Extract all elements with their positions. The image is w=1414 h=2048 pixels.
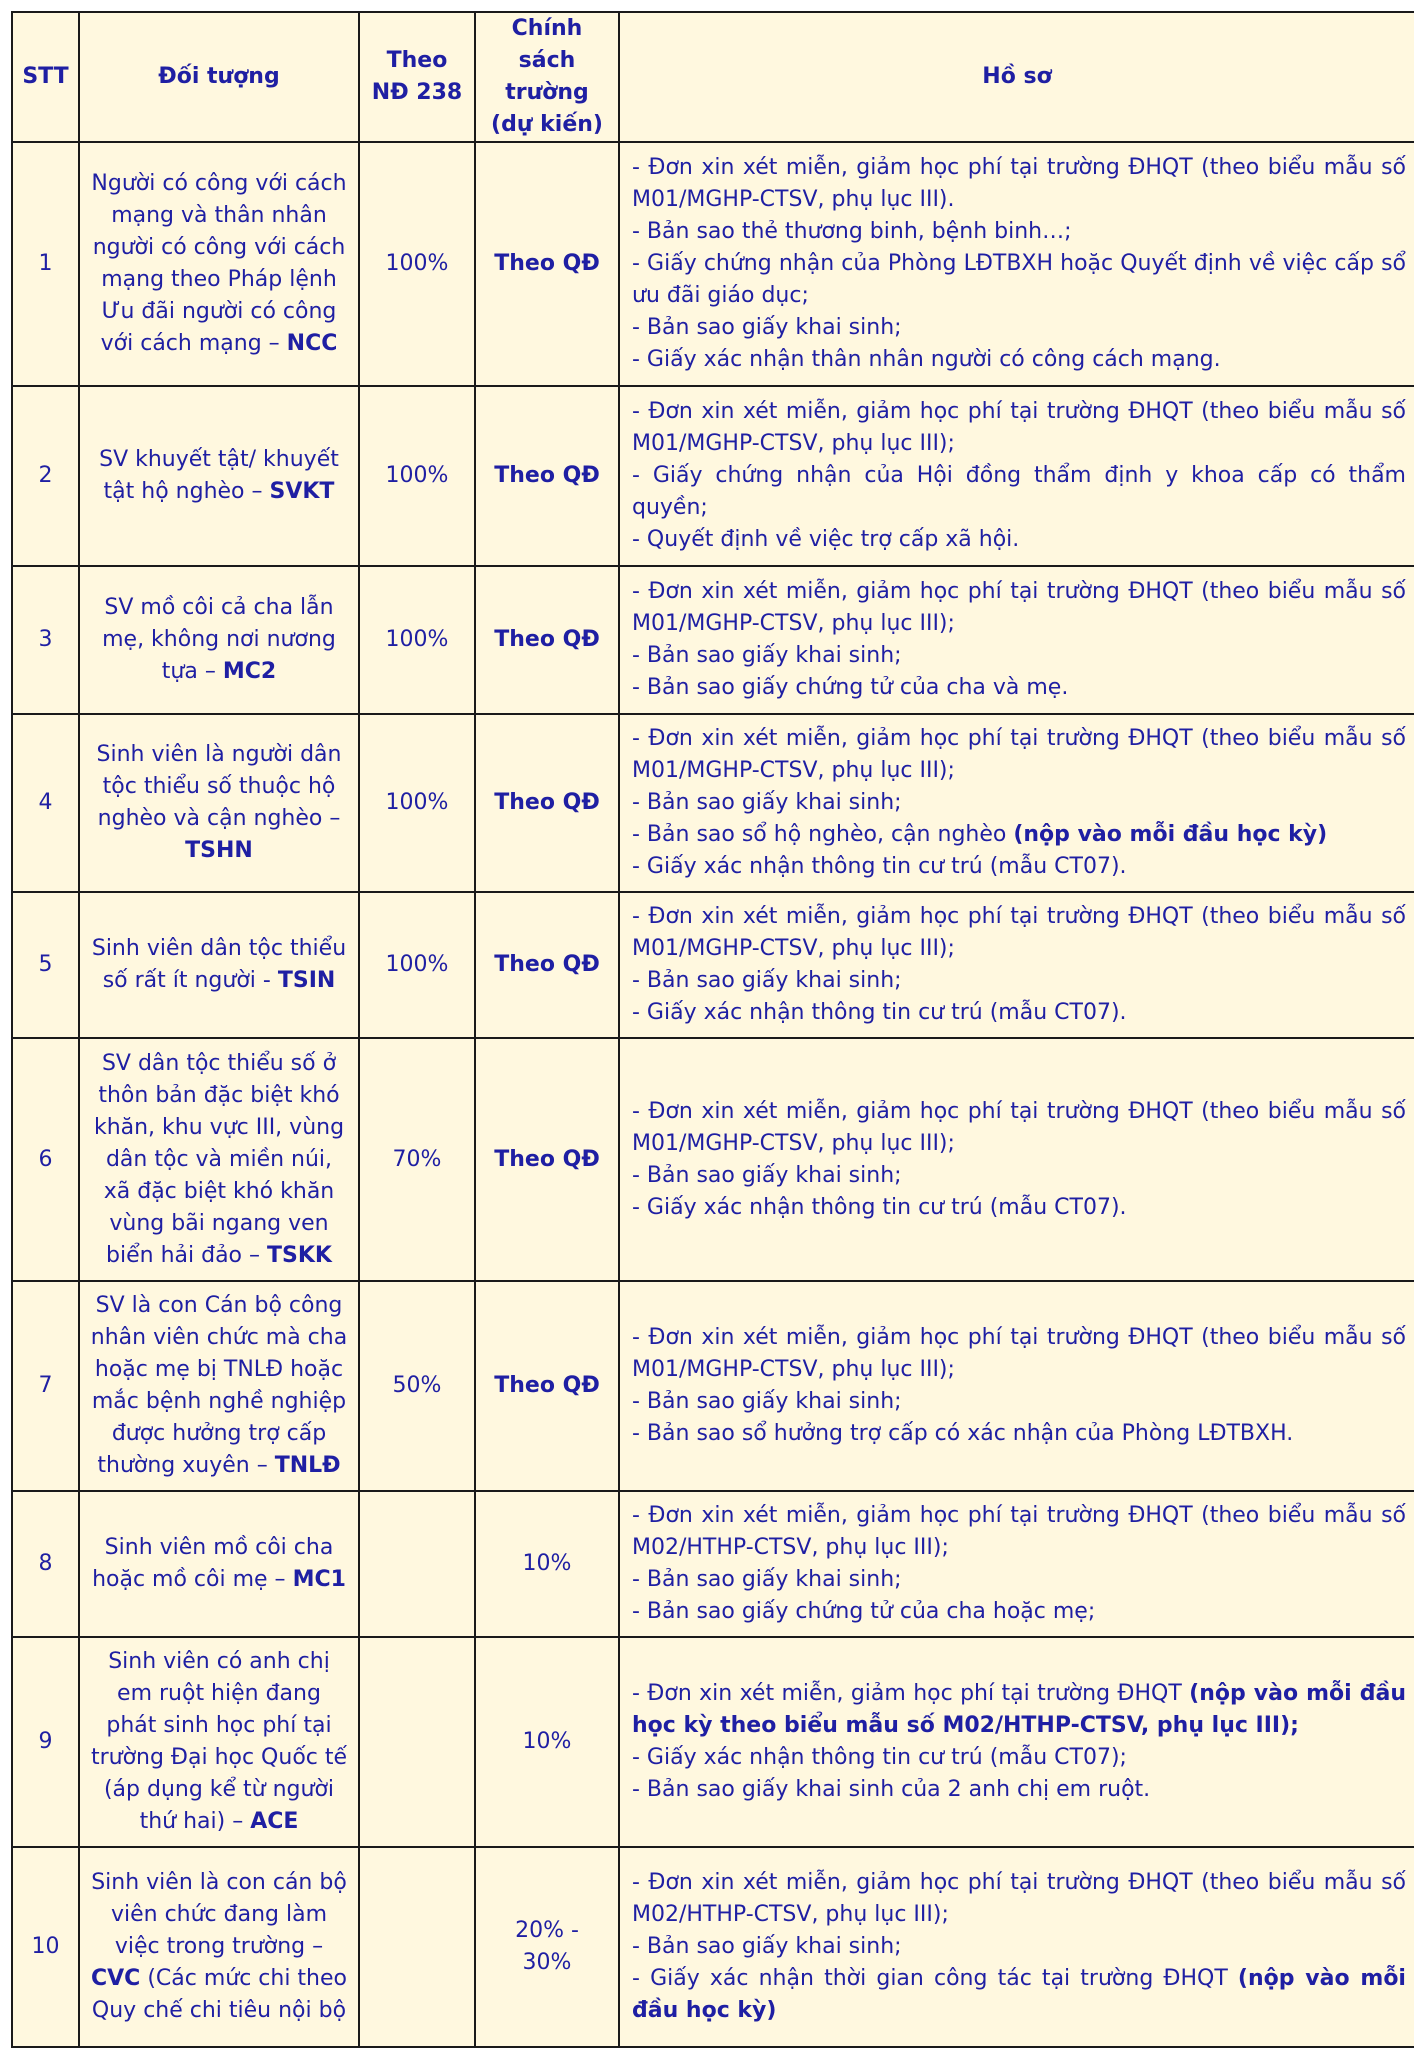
documents-cell: [619, 566, 1414, 714]
table-row: [12, 1491, 1414, 1637]
table-row: [12, 386, 1414, 566]
document-item: - Đơn xin xét miễn, giảm học phí tại trường ĐHQT (theo biểu mẫu số M01/MGHP-CTSV, phụ lục III).: [632, 155, 1406, 212]
table-row: [12, 566, 1414, 714]
submission-note: (nộp vào mỗi đầu học kỳ): [1013, 822, 1328, 847]
object-cell: Người có công với cách mạng và thân nhân người có công với cách mạng theo Pháp lệnh Ưu đãi người có công với cách mạng – NCC: [79, 142, 359, 386]
object-code: TSHN: [185, 838, 253, 863]
document-item: - Bản sao giấy khai sinh;: [632, 1934, 902, 1959]
document-item: - Giấy xác nhận thời gian công tác tại trường ĐHQT (nộp vào mỗi đầu học kỳ): [632, 1966, 1406, 2023]
policy-cell: Theo QĐ: [475, 1038, 619, 1281]
documents-cell: [619, 1038, 1414, 1281]
decree-cell: [359, 1847, 475, 2047]
documents-cell: [619, 1637, 1414, 1847]
documents-cell: [619, 892, 1414, 1038]
policy-cell: Theo QĐ: [475, 142, 619, 386]
document-item: - Bản sao thẻ thương binh, bệnh binh…;: [632, 219, 1072, 244]
object-code: TNLĐ: [274, 1453, 341, 1478]
header-documents: Hồ sơ: [619, 12, 1414, 142]
document-item: - Giấy chứng nhận của Hội đồng thẩm định y khoa cấp có thẩm quyền;: [632, 463, 1406, 520]
document-item: - Đơn xin xét miễn, giảm học phí tại trường ĐHQT (theo biểu mẫu số M01/MGHP-CTSV, phụ lục III);: [632, 904, 1406, 961]
object-cell: Sinh viên dân tộc thiểu số rất ít người - TSIN: [79, 892, 359, 1038]
document-item: - Bản sao giấy chứng tử của cha hoặc mẹ;: [632, 1599, 1096, 1624]
object-code: ACE: [250, 1809, 299, 1834]
header-row: [12, 12, 1414, 142]
document-item: - Đơn xin xét miễn, giảm học phí tại trường ĐHQT (theo biểu mẫu số M02/HTHP-CTSV, phụ lục III);: [632, 1870, 1406, 1927]
policy-cell: Theo QĐ: [475, 1281, 619, 1491]
stt-cell: 5: [12, 892, 79, 1038]
document-item: - Đơn xin xét miễn, giảm học phí tại trường ĐHQT (nộp vào mỗi đầu học kỳ theo biểu mẫu số M02/HTHP-CTSV, phụ lục III);: [632, 1681, 1406, 1738]
object-cell: SV mồ côi cả cha lẫn mẹ, không nơi nương tựa – MC2: [79, 566, 359, 714]
object-cell: Sinh viên có anh chị em ruột hiện đang phát sinh học phí tại trường Đại học Quốc tế (áp dụng kể từ người thứ hai) – ACE: [79, 1637, 359, 1847]
header-object: Đối tượng: [79, 12, 359, 142]
decree-cell: 100%: [359, 142, 475, 386]
documents-cell: [619, 1491, 1414, 1637]
document-item: - Đơn xin xét miễn, giảm học phí tại trường ĐHQT (theo biểu mẫu số M01/MGHP-CTSV, phụ lục III);: [632, 1325, 1406, 1382]
stt-cell: 8: [12, 1491, 79, 1637]
documents-cell: [619, 1281, 1414, 1491]
decree-cell: 100%: [359, 386, 475, 566]
table-row: [12, 1038, 1414, 1281]
object-cell: Sinh viên là con cán bộ viên chức đang làm việc trong trường – CVC (Các mức chi theo Quy chế chi tiêu nội bộ: [79, 1847, 359, 2047]
object-cell: SV là con Cán bộ công nhân viên chức mà cha hoặc mẹ bị TNLĐ hoặc mắc bệnh nghề nghiệp được hưởng trợ cấp thường xuyên – TNLĐ: [79, 1281, 359, 1491]
decree-cell: 50%: [359, 1281, 475, 1491]
stt-cell: 6: [12, 1038, 79, 1281]
document-item: - Bản sao sổ hưởng trợ cấp có xác nhận của Phòng LĐTBXH.: [632, 1421, 1294, 1446]
document-item: - Bản sao giấy chứng tử của cha và mẹ.: [632, 675, 1069, 700]
object-code: SVKT: [269, 479, 335, 504]
object-code: MC2: [222, 659, 277, 684]
decree-cell: 100%: [359, 714, 475, 892]
table-row: [12, 714, 1414, 892]
document-item: - Giấy xác nhận thông tin cư trú (mẫu CT07);: [632, 1745, 1127, 1770]
policy-cell: Theo QĐ: [475, 892, 619, 1038]
table-row: [12, 1637, 1414, 1847]
object-cell: Sinh viên là người dân tộc thiểu số thuộc hộ nghèo và cận nghèo – TSHN: [79, 714, 359, 892]
document-item: - Bản sao giấy khai sinh;: [632, 1389, 902, 1414]
decree-cell: 100%: [359, 566, 475, 714]
document-item: - Đơn xin xét miễn, giảm học phí tại trường ĐHQT (theo biểu mẫu số M01/MGHP-CTSV, phụ lục III);: [632, 1098, 1406, 1156]
policy-cell: 10%: [475, 1491, 619, 1637]
policy-cell: Theo QĐ: [475, 714, 619, 892]
document-item: - Bản sao giấy khai sinh;: [632, 790, 902, 815]
document-item: - Bản sao giấy khai sinh;: [632, 1162, 902, 1188]
document-item: - Quyết định về việc trợ cấp xã hội.: [632, 527, 1020, 552]
object-code: CVC: [90, 1966, 141, 1991]
document-item: - Đơn xin xét miễn, giảm học phí tại trường ĐHQT (theo biểu mẫu số M01/MGHP-CTSV, phụ lục III);: [632, 579, 1406, 636]
object-cell: Sinh viên mồ côi cha hoặc mồ côi mẹ – MC1: [79, 1491, 359, 1637]
documents-cell: [619, 386, 1414, 566]
fee-exemption-table: [11, 11, 1414, 2048]
document-item: - Giấy xác nhận thông tin cư trú (mẫu CT07).: [632, 1194, 1127, 1220]
table-row: [12, 1847, 1414, 2047]
document-item: - Bản sao giấy khai sinh;: [632, 1567, 902, 1592]
table-row: [12, 892, 1414, 1038]
document-item: - Giấy xác nhận thông tin cư trú (mẫu CT07).: [632, 1000, 1127, 1025]
header-policy: Chính sách trường (dự kiến): [475, 12, 619, 142]
document-item: - Đơn xin xét miễn, giảm học phí tại trường ĐHQT (theo biểu mẫu số M01/MGHP-CTSV, phụ lục III);: [632, 399, 1406, 456]
table-row: [12, 1281, 1414, 1491]
stt-cell: 1: [12, 142, 79, 386]
submission-note: (nộp vào mỗi đầu học kỳ theo biểu mẫu số M02/HTHP-CTSV, phụ lục III);: [632, 1681, 1406, 1738]
document-item: - Bản sao giấy khai sinh của 2 anh chị em ruột.: [632, 1777, 1151, 1802]
decree-cell: 100%: [359, 892, 475, 1038]
stt-cell: 3: [12, 566, 79, 714]
document-item: - Bản sao giấy khai sinh;: [632, 643, 902, 668]
object-code: TSKK: [267, 1242, 332, 1268]
stt-cell: 2: [12, 386, 79, 566]
stt-cell: 9: [12, 1637, 79, 1847]
object-code: NCC: [286, 331, 338, 356]
policy-cell: 20% - 30%: [475, 1847, 619, 2047]
policy-cell: Theo QĐ: [475, 566, 619, 714]
policy-cell: 10%: [475, 1637, 619, 1847]
document-item: - Bản sao sổ hộ nghèo, cận nghèo (nộp vào mỗi đầu học kỳ): [632, 822, 1328, 847]
table-row: [12, 142, 1414, 386]
header-decree: Theo NĐ 238: [359, 12, 475, 142]
document-item: - Bản sao giấy khai sinh;: [632, 968, 902, 993]
decree-cell: 70%: [359, 1038, 475, 1281]
documents-cell: [619, 1847, 1414, 2047]
stt-cell: 4: [12, 714, 79, 892]
document-item: - Bản sao giấy khai sinh;: [632, 315, 902, 340]
document-item: - Đơn xin xét miễn, giảm học phí tại trường ĐHQT (theo biểu mẫu số M01/MGHP-CTSV, phụ lục III);: [632, 726, 1406, 783]
document-item: - Giấy xác nhận thân nhân người có công cách mạng.: [632, 347, 1221, 372]
documents-cell: [619, 142, 1414, 386]
object-cell: SV khuyết tật/ khuyết tật hộ nghèo – SVKT: [79, 386, 359, 566]
documents-cell: [619, 714, 1414, 892]
stt-cell: 7: [12, 1281, 79, 1491]
policy-cell: Theo QĐ: [475, 386, 619, 566]
submission-note: (nộp vào mỗi đầu học kỳ): [632, 1966, 1406, 2023]
header-stt: STT: [12, 12, 79, 142]
object-code: TSIN: [277, 968, 336, 993]
document-item: - Đơn xin xét miễn, giảm học phí tại trường ĐHQT (theo biểu mẫu số M02/HTHP-CTSV, phụ lục III);: [632, 1503, 1406, 1560]
object-code: MC1: [292, 1567, 346, 1592]
decree-cell: [359, 1637, 475, 1847]
object-cell: SV dân tộc thiểu số ở thôn bản đặc biệt khó khăn, khu vực III, vùng dân tộc và miền núi, xã đặc biệt khó khăn vùng bãi ngang ven biển hải đảo – TSKK: [79, 1038, 359, 1281]
document-item: - Giấy chứng nhận của Phòng LĐTBXH hoặc Quyết định về việc cấp sổ ưu đãi giáo dục;: [632, 251, 1406, 308]
stt-cell: 10: [12, 1847, 79, 2047]
decree-cell: [359, 1491, 475, 1637]
document-item: - Giấy xác nhận thông tin cư trú (mẫu CT07).: [632, 854, 1127, 879]
